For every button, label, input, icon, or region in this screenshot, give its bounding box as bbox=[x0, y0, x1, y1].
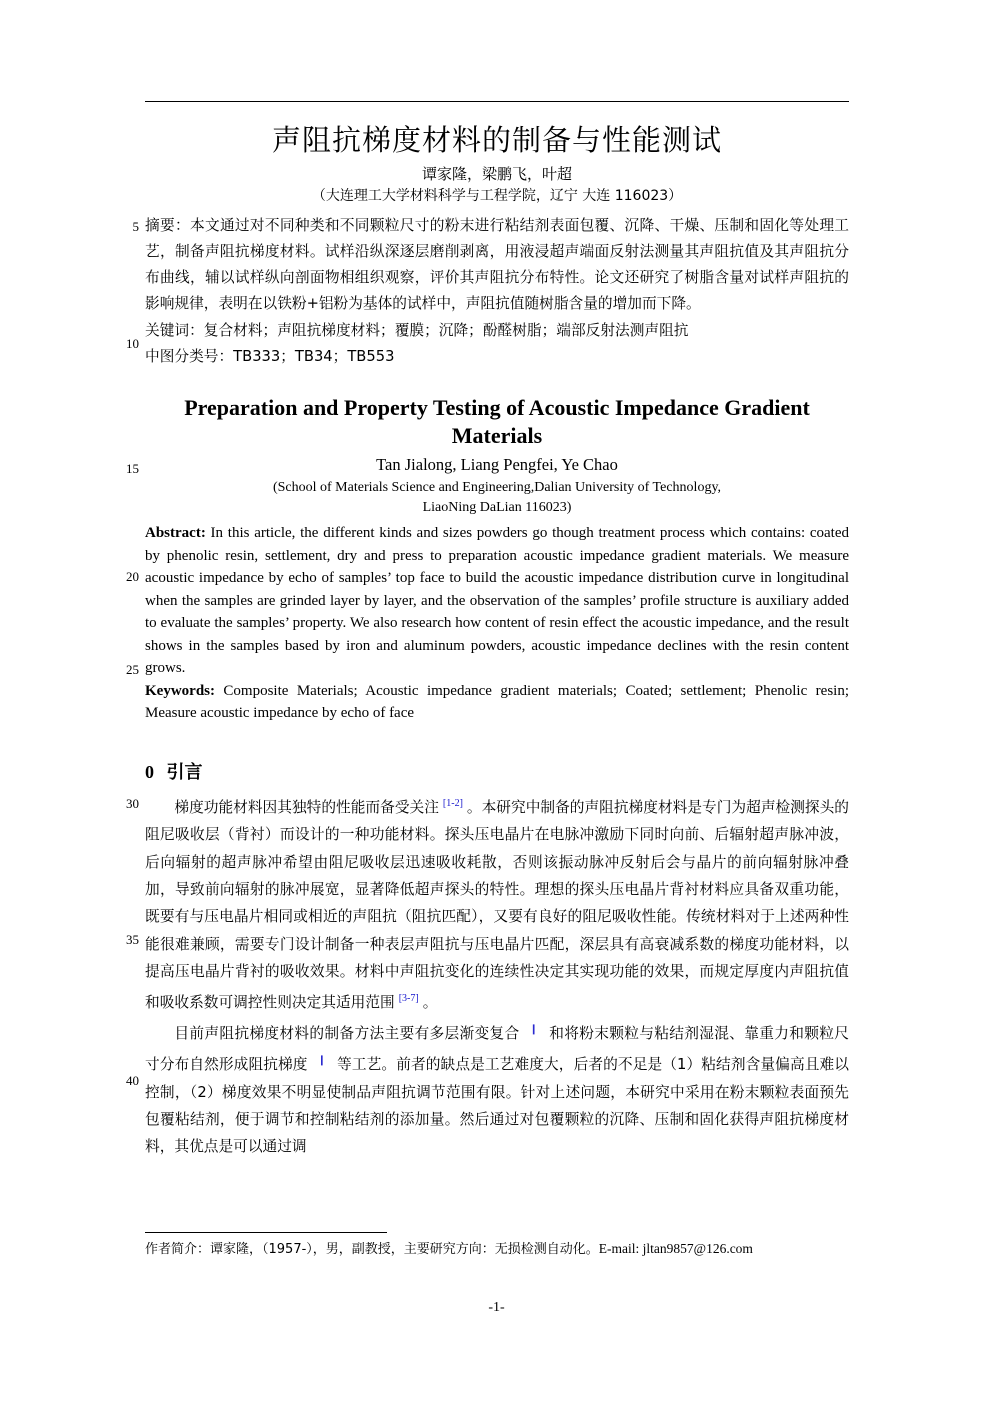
chinese-title: 声阻抗梯度材料的制备与性能测试 bbox=[271, 123, 722, 157]
line-number: 25 bbox=[126, 662, 139, 677]
line-number: 40 bbox=[126, 1073, 139, 1088]
line-number: 5 bbox=[132, 219, 139, 234]
citation-ref-1-2: [1-2] bbox=[442, 798, 463, 810]
paragraph-1-text-a: 梯度功能材料因其独特的性能而备受关注 bbox=[174, 799, 439, 817]
chinese-abstract-text: 本文通过对不同种类和不同颗粒尺寸的粉末进行粘结剂表面包覆、沉降、干燥、压制和固化等处理工艺，制备声阻抗梯度材料。试样沿纵深逐层磨削剥离，用液浸超声端面反射法测量其声阻抗值及其声阻抗分布曲线，辅以试样纵向剖面物相组织观察，评价其声阻抗分布特性。论文还研究了树脂含量对试样声阻抗的影响规律，表明在以铁粉+铝粉为基体的试样中，声阻抗值随树脂含量的增加而下降。 bbox=[145, 216, 849, 313]
chinese-clc-text: TB333；TB34；TB553 bbox=[233, 347, 395, 365]
page-number: -1- bbox=[488, 1300, 505, 1315]
paragraph-2-text-b: 和将粉末颗粒与粘结剂湿混、靠重力和颗粒尺寸分布自然形成阻抗梯度 bbox=[145, 1025, 849, 1074]
line-number-gutter bbox=[95, 112, 139, 1212]
body-paragraph-2 bbox=[145, 1016, 849, 1160]
chinese-abstract-block bbox=[145, 213, 849, 370]
english-keywords-label: Keywords: bbox=[145, 682, 215, 699]
english-authors: Tan Jialong, Liang Pengfei, Ye Chao bbox=[376, 455, 618, 475]
line-number: 35 bbox=[126, 932, 139, 947]
introduction-body bbox=[145, 790, 849, 1160]
footnote-author-bio bbox=[145, 1239, 905, 1260]
paragraph-2-text-a: 目前声阻抗梯度材料的制备方法主要有多层渐变复合 bbox=[174, 1025, 520, 1043]
header-rule bbox=[145, 101, 849, 102]
line-number: 20 bbox=[126, 569, 139, 584]
line-number: 15 bbox=[126, 461, 139, 476]
chinese-keywords-paragraph bbox=[145, 318, 849, 344]
chinese-abstract-label: 摘要： bbox=[145, 216, 190, 234]
english-affiliation-line-1: (School of Materials Science and Engineering,Dalian University of Technology, bbox=[272, 479, 722, 495]
chinese-clc-label: 中图分类号： bbox=[145, 347, 234, 365]
english-affiliation-line-2: LiaoNing DaLian 116023) bbox=[422, 499, 572, 515]
paragraph-2-text-c: 等工艺。前者的缺点是工艺难度大，后者的不足是（1）粘结剂含量偏高且难以控制，（2）梯度效果不明显使制品声阻抗调节范围有限。针对上述问题，本研究中采用在粉末颗粒表面预先包覆粘结剂，便于调节和控制粘结剂的添加量。然后通过对包覆颗粒的沉降、压制和固化获得声阻抗梯度材料，其优点是可以通过调 bbox=[145, 1056, 849, 1156]
footnote-chinese-text: 作者简介：谭家隆，（1957-），男，副教授，主要研究方向：无损检测自动化。 bbox=[145, 1242, 599, 1257]
english-title: Preparation and Property Testing of Acoustic Impedance Gradient Materials bbox=[184, 395, 810, 449]
footnote-email: E-mail: jltan9857@126.com bbox=[598, 1241, 753, 1256]
citation-ref-collapsed-2: ❙ bbox=[317, 1055, 325, 1067]
english-abstract-text: In this article, the different kinds and sizes powders go though treatment process which contains: coated by phenolic resin, settlement, dry and press to preparation acoustic impedance gradient materials. We measure acoustic impedance by echo of samples’ top face to build the acoustic impedance distribution curve in longitudinal when the samples are grinded layer by layer, and the observation of the samples’ profile structure is auxiliary added to evaluate the samples’ property. We also research how content of resin effect the acoustic impedance, and the result shows in the samples based by iron and aluminum powders, acoustic impedance declines with the resin content grows. bbox=[145, 525, 849, 677]
line-number: 30 bbox=[126, 796, 139, 811]
line-number: 10 bbox=[126, 336, 139, 351]
english-abstract-label: Abstract: bbox=[145, 525, 206, 542]
chinese-clc-paragraph bbox=[145, 344, 849, 370]
section-number: 0 bbox=[145, 761, 154, 782]
chinese-abstract-paragraph bbox=[145, 213, 849, 318]
chinese-keywords-label: 关键词： bbox=[145, 321, 204, 339]
chinese-authors: 谭家隆，梁鹏飞，叶超 bbox=[421, 165, 572, 184]
english-abstract-paragraph bbox=[145, 522, 849, 680]
english-keywords-paragraph bbox=[145, 680, 849, 725]
chinese-keywords-text: 复合材料；声阻抗梯度材料；覆膜；沉降；酚醛树脂；端部反射法测声阻抗 bbox=[203, 321, 689, 339]
citation-ref-collapsed-1: ❙ bbox=[529, 1024, 537, 1036]
paragraph-1-text-c: 。 bbox=[422, 993, 438, 1011]
footnote-separator-rule bbox=[145, 1232, 387, 1233]
citation-ref-3-7: [3-7] bbox=[398, 993, 419, 1005]
content-column bbox=[145, 112, 849, 1161]
section-title: 引言 bbox=[166, 761, 203, 783]
english-keywords-text: Composite Materials; Acoustic impedance gradient materials; Coated; settlement; Phenolic resin; Measure acoustic impedance by echo of face bbox=[145, 682, 849, 722]
english-abstract-block bbox=[145, 522, 849, 725]
section-heading-introduction bbox=[145, 761, 849, 784]
chinese-affiliation: （大连理工大学材料科学与工程学院，辽宁 大连 116023） bbox=[311, 188, 683, 205]
paragraph-1-text-b: 。本研究中制备的声阻抗梯度材料是专门为超声检测探头的阻尼吸收层（背衬）而设计的一种功能材料。探头压电晶片在电脉冲激励下同时向前、后辐射超声脉冲波，后向辐射的超声脉冲希望由阻尼吸收层迅速吸收耗散，否则该振动脉冲反射后会与晶片的前向辐射脉冲叠加，导致前向辐射的脉冲展宽，显著降低超声探头的特性。理想的探头压电晶片背衬材料应具备双重功能，既要有与压电晶片相同或相近的声阻抗（阻抗匹配），又要有良好的阻尼吸收性能。传统材料对于上述两种性能很难兼顾，需要专门设计制备一种表层声阻抗与压电晶片匹配，深层具有高衰减系数的梯度功能材料，以提高压电晶片背衬的吸收效果。材料中声阻抗变化的连续性决定其实现功能的效果，而规定厚度内声阻抗值和吸收系数可调控性则决定其适用范围 bbox=[145, 799, 849, 1011]
body-paragraph-1 bbox=[145, 790, 849, 1016]
